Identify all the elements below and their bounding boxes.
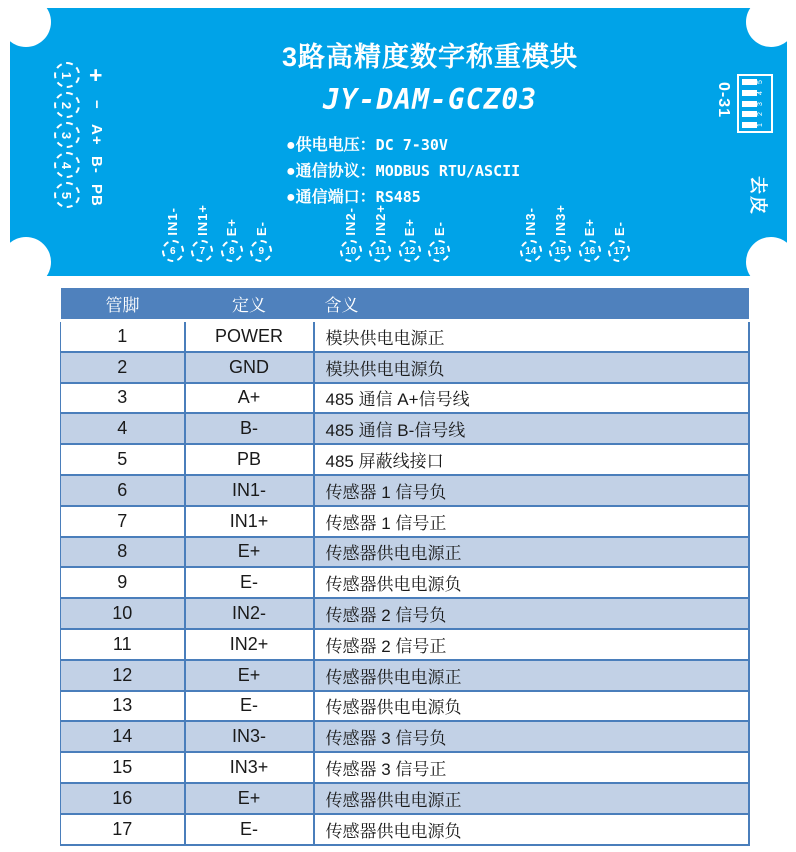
cell-pin: 12 xyxy=(61,660,185,691)
cell-meaning: 传感器供电电源负 xyxy=(314,814,749,845)
cell-pin: 1 xyxy=(61,321,185,352)
terminal-label: E+ xyxy=(582,217,598,236)
cell-pin: 9 xyxy=(61,567,185,598)
tare-label: 去皮 xyxy=(748,176,768,216)
corner-cutout xyxy=(746,8,787,47)
sensor-terminal-group-2 xyxy=(336,180,454,262)
spec-label: ●通信端口： xyxy=(286,189,376,206)
terminal-label: IN1+ xyxy=(194,204,210,236)
table-row xyxy=(61,537,749,568)
spec-label: ●通信协议： xyxy=(286,163,376,180)
terminal-number: 15 xyxy=(554,245,566,257)
cell-pin: 17 xyxy=(61,814,185,845)
table-row xyxy=(61,598,749,629)
cell-meaning: 485 通信 A+信号线 xyxy=(314,383,749,414)
device-title: 3路高精度数字称重模块 xyxy=(281,42,579,72)
device-title-block xyxy=(190,42,670,116)
cell-definition: E+ xyxy=(185,537,314,568)
dip-switch-number: 5 xyxy=(757,80,764,84)
table-row xyxy=(61,783,749,814)
dip-switch-number: 2 xyxy=(757,112,764,117)
terminal-label: IN2+ xyxy=(372,204,388,236)
dip-switch-bar xyxy=(742,90,757,96)
sensor-terminal xyxy=(366,180,396,262)
cell-definition: PB xyxy=(185,444,314,475)
terminal-label: + xyxy=(89,61,103,88)
terminal-number: 11 xyxy=(374,245,386,257)
terminal-number: 14 xyxy=(525,245,537,257)
dip-switch-position xyxy=(742,79,769,85)
cell-definition: IN1- xyxy=(185,475,314,506)
sensor-terminal xyxy=(605,180,635,262)
sensor-terminal xyxy=(158,180,188,262)
table-row xyxy=(61,352,749,383)
sensor-terminal xyxy=(516,180,546,262)
terminal-number: 2 xyxy=(59,101,75,109)
terminal-circle xyxy=(221,240,243,262)
terminal-label: E+ xyxy=(224,217,240,236)
terminal-number: 9 xyxy=(258,245,265,257)
terminal-circle xyxy=(399,240,421,262)
address-range-label: 0-31 xyxy=(715,82,732,119)
cell-meaning: 传感器供电电源正 xyxy=(314,660,749,691)
dip-switch-number: 1 xyxy=(757,123,764,127)
device-panel xyxy=(10,8,787,276)
dip-switch-bar xyxy=(742,79,757,85)
sensor-terminal-group-1 xyxy=(158,180,276,262)
header-pin: 管脚 xyxy=(61,288,185,321)
cell-pin: 16 xyxy=(61,783,185,814)
table-row xyxy=(61,567,749,598)
left-terminal-column xyxy=(54,62,104,208)
terminal-label: A+ xyxy=(88,124,105,146)
terminal-circle xyxy=(549,240,571,262)
cell-pin: 2 xyxy=(61,352,185,383)
terminal-circle xyxy=(54,152,80,178)
cell-pin: 4 xyxy=(61,413,185,444)
cell-meaning: 传感器供电电源正 xyxy=(314,783,749,814)
cell-definition: E- xyxy=(185,567,314,598)
terminal-label: − xyxy=(88,100,105,110)
table-row xyxy=(61,321,749,352)
terminal-number: 8 xyxy=(228,245,235,257)
cell-meaning: 传感器 3 信号负 xyxy=(314,721,749,752)
sensor-terminal xyxy=(575,180,605,262)
sensor-terminal xyxy=(217,180,247,262)
cell-definition: E+ xyxy=(185,660,314,691)
cell-definition: E- xyxy=(185,691,314,722)
cell-meaning: 传感器供电电源负 xyxy=(314,567,749,598)
terminal-circle xyxy=(54,62,80,88)
cell-meaning: 传感器供电电源负 xyxy=(314,691,749,722)
terminal-number: 17 xyxy=(613,245,625,257)
dip-switch-number: 3 xyxy=(757,101,764,106)
table-row xyxy=(61,629,749,660)
table-row xyxy=(61,814,749,845)
spec-value: MODBUS RTU/ASCII xyxy=(375,162,521,180)
cell-pin: 8 xyxy=(61,537,185,568)
terminal-label: E- xyxy=(611,221,627,236)
table-row xyxy=(61,506,749,537)
terminal-label: B- xyxy=(88,156,105,174)
cell-definition: IN2+ xyxy=(185,629,314,660)
sensor-terminal xyxy=(395,180,425,262)
terminal-label: IN3- xyxy=(523,207,539,236)
cell-definition: A+ xyxy=(185,383,314,414)
cell-pin: 10 xyxy=(61,598,185,629)
terminal-number: 13 xyxy=(433,245,445,257)
terminal-label: IN1- xyxy=(165,207,181,236)
pin-definition-table xyxy=(60,288,750,846)
cell-meaning: 传感器 3 信号正 xyxy=(314,752,749,783)
corner-cutout xyxy=(746,237,787,276)
cell-meaning: 485 通信 B-信号线 xyxy=(314,413,749,444)
cell-definition: IN3- xyxy=(185,721,314,752)
dip-switch-icon xyxy=(737,74,773,133)
dip-switch-position xyxy=(742,111,769,117)
dip-switch-position xyxy=(742,101,769,107)
cell-pin: 3 xyxy=(61,383,185,414)
terminal-number: 4 xyxy=(59,161,75,169)
cell-meaning: 模块供电电源负 xyxy=(314,352,749,383)
terminal-circle xyxy=(54,92,80,118)
terminal-number: 5 xyxy=(59,191,75,199)
left-terminal xyxy=(54,62,104,88)
cell-pin: 6 xyxy=(61,475,185,506)
terminal-number: 3 xyxy=(59,131,75,139)
cell-pin: 14 xyxy=(61,721,185,752)
terminal-number: 7 xyxy=(199,245,206,257)
table-row xyxy=(61,444,749,475)
sensor-terminal xyxy=(247,180,277,262)
terminal-circle xyxy=(340,240,362,262)
terminal-circle xyxy=(428,240,450,262)
header-definition: 定义 xyxy=(185,288,314,321)
cell-pin: 15 xyxy=(61,752,185,783)
terminal-number: 12 xyxy=(404,245,416,257)
table-row xyxy=(61,660,749,691)
cell-meaning: 传感器供电电源正 xyxy=(314,537,749,568)
terminal-circle xyxy=(608,240,630,262)
terminal-label: E- xyxy=(253,221,269,236)
cell-definition: POWER xyxy=(185,321,314,352)
cell-pin: 11 xyxy=(61,629,185,660)
cell-pin: 7 xyxy=(61,506,185,537)
table-row xyxy=(61,752,749,783)
terminal-circle xyxy=(369,240,391,262)
sensor-terminal xyxy=(546,180,576,262)
cell-meaning: 485 屏蔽线接口 xyxy=(314,444,749,475)
terminal-number: 1 xyxy=(59,71,75,79)
table-row xyxy=(61,413,749,444)
dip-switch-bar xyxy=(742,111,757,117)
dip-switch-position xyxy=(742,90,769,96)
terminal-circle xyxy=(191,240,213,262)
terminal-circle xyxy=(250,240,272,262)
cell-definition: IN2- xyxy=(185,598,314,629)
left-terminal xyxy=(54,92,104,118)
terminal-label: IN3+ xyxy=(552,204,568,236)
corner-cutout xyxy=(10,237,51,276)
cell-definition: E- xyxy=(185,814,314,845)
cell-definition: E+ xyxy=(185,783,314,814)
terminal-circle xyxy=(579,240,601,262)
dip-switch-number: 4 xyxy=(757,90,764,95)
table-row xyxy=(61,721,749,752)
cell-meaning: 模块供电电源正 xyxy=(314,321,749,352)
sensor-terminal xyxy=(188,180,218,262)
cell-definition: IN1+ xyxy=(185,506,314,537)
sensor-terminal-group-3 xyxy=(516,180,634,262)
terminal-label: IN2- xyxy=(343,207,359,236)
spec-label: ●供电电压： xyxy=(286,137,376,154)
terminal-label: E+ xyxy=(402,217,418,236)
corner-cutout xyxy=(10,8,51,47)
cell-definition: IN3+ xyxy=(185,752,314,783)
cell-definition: GND xyxy=(185,352,314,383)
spec-value: RS485 xyxy=(375,188,421,206)
left-terminal xyxy=(54,182,104,208)
table-header-row xyxy=(61,288,749,321)
dip-switch-bar xyxy=(742,122,757,128)
terminal-number: 16 xyxy=(584,245,596,257)
cell-meaning: 传感器 1 信号负 xyxy=(314,475,749,506)
cell-pin: 13 xyxy=(61,691,185,722)
terminal-label: PB xyxy=(88,183,105,207)
terminal-number: 6 xyxy=(169,245,176,257)
cell-definition: B- xyxy=(185,413,314,444)
sensor-terminal xyxy=(425,180,455,262)
spec-value: DC 7-30V xyxy=(375,136,448,154)
left-terminal xyxy=(54,122,104,148)
terminal-number: 10 xyxy=(345,245,357,257)
table-row xyxy=(61,475,749,506)
left-terminal xyxy=(54,152,104,178)
dip-switch-position xyxy=(742,122,769,128)
terminal-label: E- xyxy=(431,221,447,236)
sensor-terminal xyxy=(336,180,366,262)
cell-meaning: 传感器 1 信号正 xyxy=(314,506,749,537)
table-row xyxy=(61,383,749,414)
table-row xyxy=(61,691,749,722)
dip-switch-bar xyxy=(742,101,757,107)
terminal-circle xyxy=(162,240,184,262)
header-meaning: 含义 xyxy=(314,288,749,321)
cell-meaning: 传感器 2 信号负 xyxy=(314,598,749,629)
terminal-circle xyxy=(54,182,80,208)
terminal-circle xyxy=(520,240,542,262)
cell-meaning: 传感器 2 信号正 xyxy=(314,629,749,660)
device-model: JY-DAM-GCZ03 xyxy=(322,83,538,116)
terminal-circle xyxy=(54,122,80,148)
spec-line xyxy=(286,132,520,158)
cell-pin: 5 xyxy=(61,444,185,475)
